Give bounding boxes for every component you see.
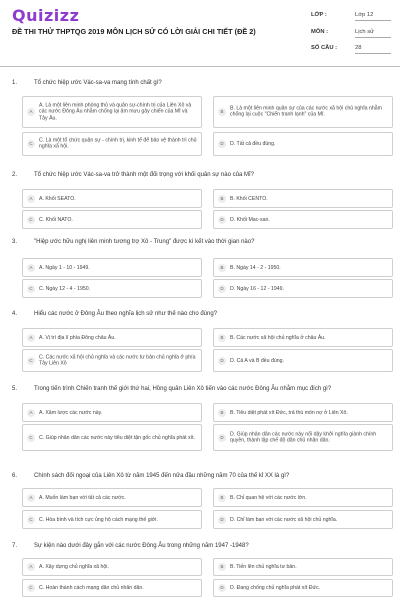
option-text: A. Khối SEATO. (39, 195, 76, 202)
page-header (0, 0, 400, 62)
option-a[interactable] (22, 189, 202, 208)
option-b[interactable] (213, 96, 393, 128)
question-text: Tổ chức hiệp ước Vác-sa-va mang tính chất gì? (34, 80, 162, 86)
option-letter: A (27, 409, 35, 417)
option-letter: D (218, 357, 226, 365)
option-d[interactable] (213, 579, 393, 597)
option-letter: A (27, 334, 35, 342)
option-text: C. Hòa bình và tích cực ủng hộ cách mạng thế giới. (39, 516, 158, 523)
option-d[interactable] (213, 424, 393, 451)
option-text: D. Đang chống chủ nghĩa phát xít Đức. (230, 584, 320, 591)
option-letter: B (218, 195, 226, 203)
option-c[interactable] (22, 424, 202, 451)
option-letter: A (27, 264, 35, 272)
question-number: 4. (12, 311, 18, 317)
option-b[interactable] (213, 328, 393, 347)
option-text: A. Là một liên minh phòng thủ và quân sự-chính trị của Liên Xô và các nước Đông Âu nhằm chống lại âm mưu gây chiến của Mĩ và Tây Âu. (39, 102, 192, 122)
question-number: 2. (12, 172, 18, 178)
subject-label: MÔN : (311, 29, 329, 35)
option-text: B. Là một liên minh quân sự của các nước xã hội chủ nghĩa nhằm chống lại cuộc "Chiến tranh lạnh" của Mĩ. (230, 105, 382, 118)
option-letter: A (27, 195, 35, 203)
option-letter: D (218, 285, 226, 293)
option-d[interactable] (213, 510, 393, 529)
option-text: A. Vị trí địa lí phía Đông châu Âu. (39, 334, 116, 341)
option-text: D. Giúp nhân dân các nước này nổi dậy khởi nghĩa giành chính quyền, thành lập chế độ dân chủ nhân dân. (230, 431, 377, 444)
option-b[interactable] (213, 558, 393, 576)
option-text: A. Xây dựng chủ nghĩa xã hội. (39, 563, 109, 570)
option-letter: B (218, 563, 226, 571)
question-number: 5. (12, 386, 18, 392)
option-letter: D (218, 434, 226, 442)
question-number: 1. (12, 80, 18, 86)
option-a[interactable] (22, 96, 202, 128)
option-c[interactable] (22, 279, 202, 298)
option-b[interactable] (213, 403, 393, 422)
option-text: C. Khối NATO. (39, 216, 73, 223)
option-text: B. Ngày 14 - 2 - 1950. (230, 264, 281, 271)
option-d[interactable] (213, 279, 393, 298)
question-text: Tổ chức hiệp ước Vác-sa-va trở thành một đối trọng với khối quân sự nào của Mĩ? (34, 172, 254, 178)
page-title: ĐỀ THI THỬ THPTQG 2019 MÔN LỊCH SỬ CÓ LỜI GIẢI CHI TIẾT (ĐỀ 2) (12, 27, 256, 36)
option-letter: B (218, 264, 226, 272)
question-text: Sự kiện nào dưới đây gắn với các nước Đông Âu trong những năm 1947 -1948? (34, 543, 249, 549)
question-text: Trong tiến trình Chiến tranh thế giới thứ hai, Hồng quân Liên Xô tiến vào các nước Đông Âu nhằm mục đích gì? (34, 386, 332, 392)
option-letter: C (27, 584, 35, 592)
option-text: C. Ngày 12 - 4 - 1950. (39, 285, 91, 292)
option-c[interactable] (22, 349, 202, 372)
option-text: C. Hoàn thành cách mạng dân chủ nhân dân. (39, 584, 144, 591)
option-letter: D (218, 584, 226, 592)
option-text: B. Các nước xã hội chủ nghĩa ở châu Âu. (230, 334, 326, 341)
class-label: LỚP : (311, 12, 327, 18)
question-text: Hiểu các nước ở Đông Âu theo nghĩa lịch sử như thế nào cho đúng? (34, 311, 218, 317)
option-letter: B (218, 334, 226, 342)
option-b[interactable] (213, 258, 393, 277)
question-number: 3. (12, 239, 18, 245)
question-count-value: 28 (355, 45, 391, 54)
option-c[interactable] (22, 579, 202, 597)
option-letter: A (27, 108, 35, 116)
option-letter: A (27, 494, 35, 502)
option-letter: C (27, 434, 35, 442)
option-text: D. Tất cả đều đúng. (230, 140, 276, 147)
option-text: B. Khối CENTO. (230, 195, 268, 202)
option-c[interactable] (22, 510, 202, 529)
option-letter: C (27, 140, 35, 148)
option-a[interactable] (22, 488, 202, 507)
question-number: 6. (12, 473, 18, 479)
option-text: D. Chỉ làm bạn với các nước xã hội chủ nghĩa. (230, 516, 338, 523)
option-letter: C (27, 216, 35, 224)
option-letter: D (218, 516, 226, 524)
option-a[interactable] (22, 558, 202, 576)
option-b[interactable] (213, 488, 393, 507)
option-letter: B (218, 409, 226, 417)
option-a[interactable] (22, 403, 202, 422)
option-d[interactable] (213, 349, 393, 372)
option-text: B. Tiến lên chủ nghĩa tư bản. (230, 563, 297, 570)
option-d[interactable] (213, 132, 393, 156)
quizizz-logo: Quizizz (12, 6, 80, 25)
subject-value: Lịch sử (355, 29, 391, 38)
option-d[interactable] (213, 210, 393, 229)
option-letter: B (218, 494, 226, 502)
option-letter: B (218, 108, 226, 116)
class-value: Lớp 12 (355, 12, 391, 21)
option-a[interactable] (22, 258, 202, 277)
option-letter: C (27, 357, 35, 365)
option-text: A. Xâm lược các nước này. (39, 409, 103, 416)
option-text: D. Ngày 16 - 12 - 1949. (230, 285, 284, 292)
question-number: 7. (12, 543, 18, 549)
option-text: D. Cả A và B đều đúng. (230, 357, 284, 364)
option-text: C. Các nước xã hội chủ nghĩa và các nước tư bản chủ nghĩa ở phía Tây Liên Xô (39, 354, 196, 367)
option-letter: A (27, 563, 35, 571)
option-c[interactable] (22, 210, 202, 229)
option-a[interactable] (22, 328, 202, 347)
option-text: A. Ngày 1 - 10 - 1949. (39, 264, 90, 271)
option-letter: C (27, 516, 35, 524)
option-text: D. Khối Mac-san. (230, 216, 270, 223)
question-count-label: SỐ CÂU : (311, 45, 338, 51)
option-text: B. Chỉ quan hệ với các nước lớn. (230, 494, 307, 501)
question-text: "Hiệp ước hữu nghị liên minh tương trợ Xô - Trung" được kí kết vào thời gian nào? (34, 239, 255, 245)
option-letter: D (218, 216, 226, 224)
option-letter: D (218, 140, 226, 148)
option-c[interactable] (22, 132, 202, 156)
option-text: C. Là một tổ chức quân sự - chính trị, kinh tế để bảo vệ thành trì chủ nghĩa xã hội. (39, 137, 197, 150)
option-letter: C (27, 285, 35, 293)
option-text: C. Giúp nhân dân các nước này tiêu diệt tận gốc chủ nghĩa phát xít. (39, 434, 195, 441)
option-text: A. Muốn làm bạn với tất cả các nước. (39, 494, 126, 501)
option-text: B. Tiêu diệt phát xít Đức, trả thù món nợ ở Liên Xô. (230, 409, 348, 416)
question-text: Chính sách đối ngoại của Liên Xô từ năm 1945 đến nửa đầu những năm 70 của thế kỉ XX là gì? (34, 473, 290, 479)
header-divider (0, 66, 400, 67)
option-b[interactable] (213, 189, 393, 208)
